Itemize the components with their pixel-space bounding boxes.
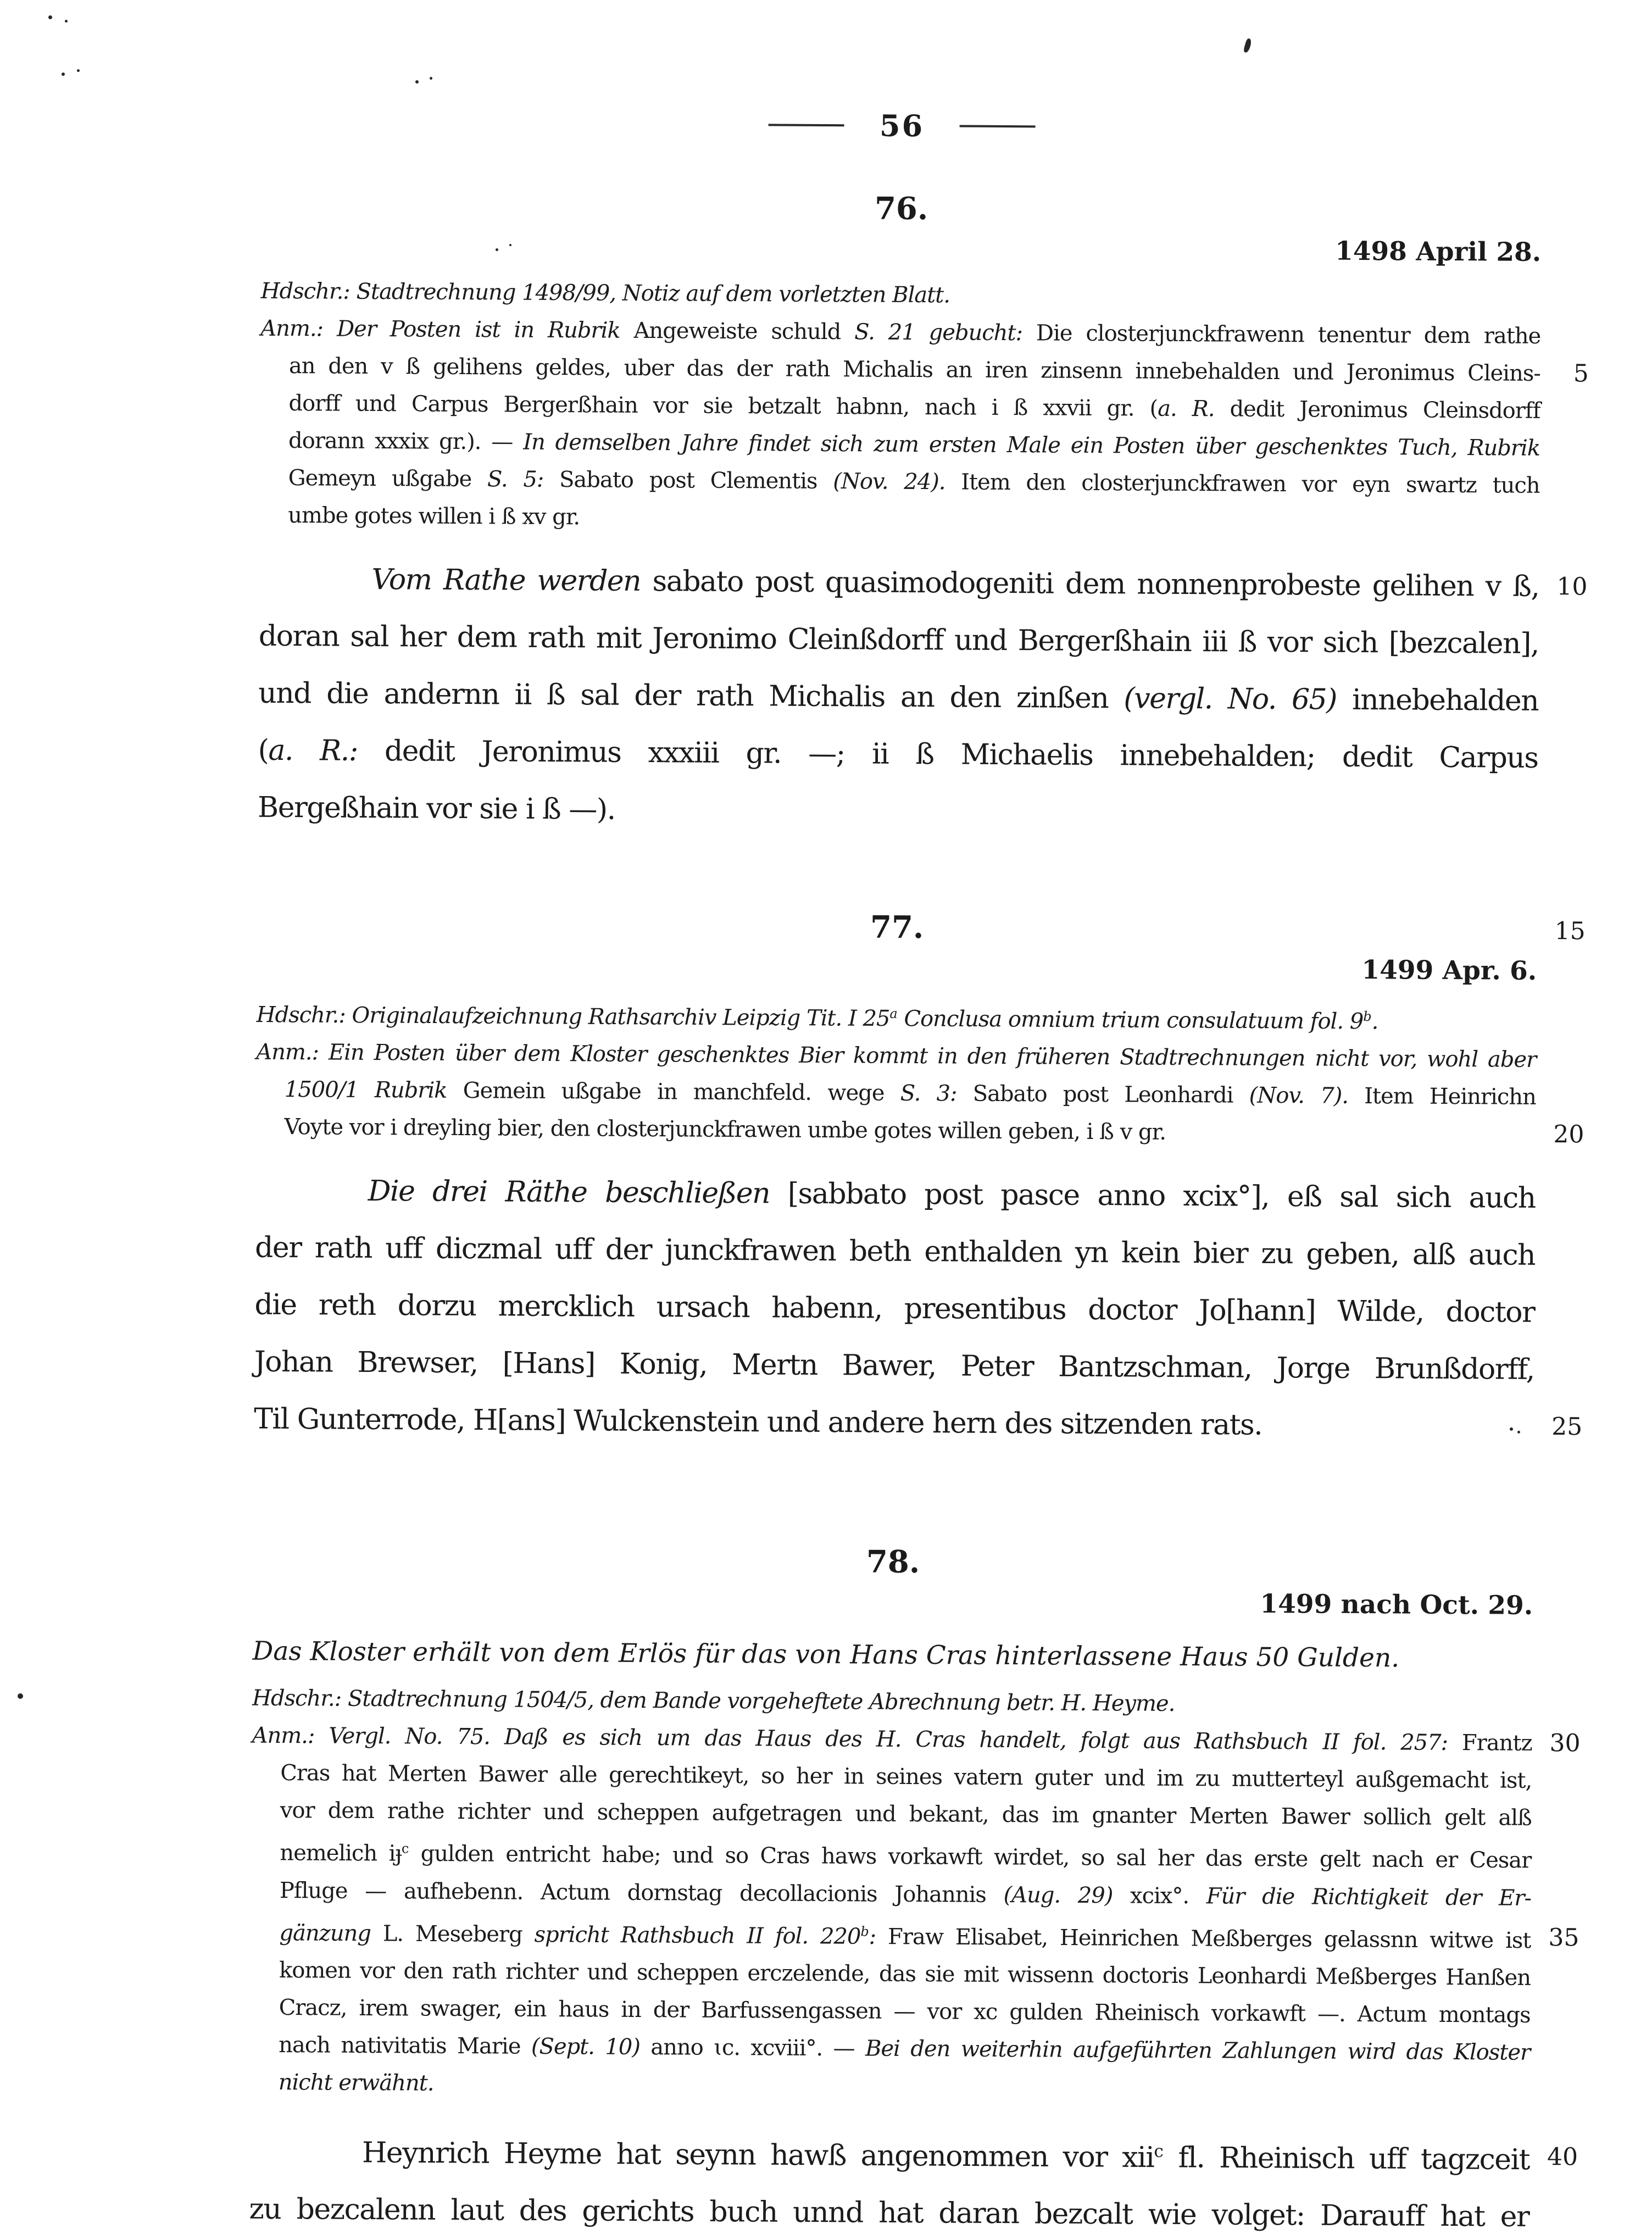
text-segment: gulden entricht habe; und so Cras haws vorkawft wirdet, so sal her das erste gelt nach er Cesar — [409, 1841, 1532, 1874]
text-segment: der rath uff diczmal uff der junckfrawen beth enthalden yn kein bier zu geben, alß auch — [254, 1231, 1536, 1272]
text-segment: b — [860, 1924, 869, 1940]
margin-line-number: 30 — [1549, 1729, 1581, 1758]
text-segment: Hdschr.: Stadtrechnung 1498/99, Notiz auf dem vorletzten Blatt. — [260, 278, 950, 308]
text-segment: . — [1371, 1009, 1378, 1035]
text-segment: ( — [258, 733, 269, 767]
text-segment: Cracz, irem swager, ein haus in der Barfussengassen — vor xc gulden Rheinisch vorkawft —. Actum montags — [279, 1994, 1531, 2028]
entry-number: 77. — [870, 909, 924, 946]
header-rule-right — [959, 125, 1035, 127]
scan-speck — [496, 248, 498, 251]
text-segment: spricht Rathsbuch II fol. 220 — [534, 1921, 861, 1949]
text-segment: umbe gotes willen i ß xv gr. — [288, 503, 580, 530]
text-segment: Conclusa omnium trium consulatuum fol. 9 — [897, 1006, 1364, 1035]
entry-78 — [249, 1540, 1581, 2234]
text-line — [249, 2118, 1578, 2189]
text-segment: (Nov. 7). — [1249, 1083, 1349, 1109]
text-line — [254, 1391, 1583, 1455]
entry-number: 78. — [866, 1543, 920, 1581]
text-segment: Pfluge — aufhebenn. Actum dornstag decollacionis Johannis — [279, 1877, 1004, 1908]
text-segment: sabato post quasimodogeniti dem nonnenprobeste gelihen v ß, — [652, 565, 1539, 603]
text-segment: vor dem rathe richter und scheppen aufgetragen und bekant, das im gnanter Merten Bawer sollich gelt alß — [280, 1798, 1532, 1831]
text-segment: Item Heinrichn — [1348, 1083, 1536, 1110]
text-segment: S. 21 gebucht: — [854, 319, 1037, 346]
entry-text-block — [254, 1162, 1583, 1455]
text-line — [252, 1636, 1532, 1675]
text-line — [254, 1333, 1535, 1398]
text-segment: Gemeyn ußgabe — [288, 465, 488, 492]
text-segment: Bei den weiterhin aufgeführten Zahlungen wird das Kloster — [865, 2036, 1531, 2065]
entry-heading — [253, 1540, 1533, 1584]
text-line — [255, 1108, 1584, 1153]
text-segment: Das Kloster erhält von dem Erlös für das von Hans Cras hinterlassene Haus 50 Gulden. — [252, 1636, 1400, 1674]
entry-heading — [262, 187, 1542, 231]
entry-76 — [257, 187, 1589, 844]
text-segment: (vergl. No. 65) — [1123, 682, 1337, 716]
entry-date: 1499 Apr. 6. — [1361, 954, 1537, 986]
text-line — [256, 991, 1536, 1042]
entry-date: 1498 April 28. — [1334, 236, 1542, 268]
text-segment: dedit Jeronimus xxxiii gr. —; ii ß Michaelis innebehalden; dedit Carpus — [357, 734, 1538, 775]
entry-heading — [257, 905, 1586, 949]
text-segment: a. R.: — [268, 733, 358, 768]
entry-date-line — [257, 948, 1537, 987]
text-segment: gänzung — [279, 1920, 383, 1947]
text-segment: c — [1154, 2141, 1164, 2161]
text-line — [250, 2064, 1530, 2109]
entry-date: 1499 nach Oct. 29. — [1260, 1589, 1533, 1621]
entry-number: 76. — [874, 190, 928, 227]
text-segment: die reth dorzu mercklich ursach habenn, presentibus doctor Jo[hann] Wilde, doctor — [254, 1288, 1535, 1330]
text-segment: b — [1363, 1009, 1372, 1025]
page-header — [262, 105, 1542, 146]
text-segment: nach nativitatis Marie — [279, 2032, 532, 2059]
text-line — [259, 497, 1539, 542]
text-segment: nicht erwähnt. — [278, 2069, 434, 2096]
text-segment: Gemein ußgabe in manchfeld. wege — [463, 1078, 900, 1107]
text-segment: a. R. — [1158, 396, 1215, 422]
entry-date-line — [253, 1583, 1533, 1621]
scan-speck — [430, 77, 432, 80]
text-segment: Cras hat Merten Bawer alle gerechtikeyt, so her in seines vatern guter und im zu mutterteyl außgemacht ist, — [280, 1760, 1532, 1794]
text-segment: In demselben Jahre findet sich zum ersten Male ein Posten über geschenktes Tuch, Rubrik — [523, 429, 1540, 461]
scan-speck — [65, 20, 68, 23]
text-segment: : — [869, 1924, 888, 1949]
text-segment: dorann xxxix gr.). — — [288, 428, 524, 455]
text-segment: Anm.: Vergl. No. 75. Daß es sich um das Haus des H. Cras handelt, folgt aus Rathsbuch II fol. 257: — [252, 1723, 1462, 1756]
text-segment: an den v ß gelihens geldes, uber das der rath Michalis an iren zinsenn innebehalden und Jeronimus Cleins- — [288, 353, 1541, 386]
text-segment: [sabbato post pasce anno xcix°], eß sal sich auch — [787, 1177, 1536, 1215]
text-segment: anno ɩc. xcviii°. — — [639, 2034, 866, 2061]
text-segment: Die drei Räthe beschließen — [368, 1175, 788, 1210]
text-segment: 1500/1 Rubrik — [284, 1077, 463, 1104]
text-segment: Die closterjunckfrawenn tenentur dem rathe — [1036, 320, 1541, 349]
margin-line-number: 20 — [1553, 1120, 1584, 1149]
margin-line-number: 5 — [1573, 359, 1589, 388]
text-segment: Anm.: Ein Posten über dem Kloster geschenktes Bier kommt in den früheren Stadtrechnungen nicht vor, wohl aber — [256, 1040, 1537, 1073]
text-segment: Fraw Elisabet, Heinrichen Meßberges gelassnn witwe ist — [887, 1924, 1531, 1953]
entry-regest — [252, 1636, 1532, 1675]
text-segment: zu bezcalenn laut des gerichts buch unnd hat daran bezcalt wie volget: Darauff hat er — [249, 2192, 1529, 2234]
entry-text-block — [249, 2118, 1578, 2234]
text-line — [251, 1829, 1531, 1880]
source-note-block — [250, 1680, 1581, 2109]
header-rule-left — [769, 124, 844, 126]
entry-77 — [254, 905, 1586, 1456]
text-segment: Hdschr.: Originalaufzeichnung Rathsarchiv Leipzig Tit. I 25 — [256, 1002, 890, 1032]
text-segment: Hdschr.: Stadtrechnung 1504/5, dem Bande vorgeheftete Abrechnung betr. H. Heyme. — [252, 1686, 1175, 1717]
margin-line-number: 40 — [1547, 2142, 1578, 2171]
text-segment: komen vor den rath richter und scheppen erczelende, das sie mit wissenn doctoris Leonhardi Meßberges Hanßen — [279, 1957, 1531, 1991]
text-segment: c — [401, 1841, 409, 1857]
text-segment: Angeweiste schuld — [633, 318, 855, 345]
scan-speck — [1517, 1431, 1520, 1433]
entry-text-block — [257, 551, 1588, 844]
text-segment: Anm.: Der Posten ist in Rubrik — [260, 315, 634, 343]
text-segment: Bergeßhain vor sie i ß —). — [257, 791, 615, 826]
text-segment: Für die Richtigkeit der Er- — [1206, 1883, 1532, 1911]
text-segment: (Sept. 10) — [531, 2033, 641, 2060]
scan-speck — [509, 244, 511, 246]
page-number: 56 — [879, 108, 925, 144]
text-segment: Johan Brewser, [Hans] Konig, Mertn Bawer, Peter Bantzschman, Jorge Brunßdorff, — [254, 1346, 1534, 1387]
margin-line-number: 10 — [1556, 573, 1588, 601]
text-segment: innebehalden — [1336, 683, 1539, 718]
text-segment: S. 3: — [900, 1081, 973, 1107]
text-line — [255, 1162, 1536, 1227]
text-segment: Frantz — [1461, 1730, 1532, 1757]
scan-speck — [62, 73, 65, 76]
text-segment: nemelich iɟ — [280, 1840, 402, 1866]
text-segment: Sabato post Leonhardi — [972, 1081, 1249, 1109]
scan-speck — [77, 69, 80, 72]
margin-line-number: 35 — [1548, 1924, 1579, 1952]
text-segment: (Nov. 24). — [833, 469, 945, 495]
text-segment: und die andernn ii ß sal der rath Michalis an den zinßen — [258, 676, 1124, 715]
entries-column — [249, 162, 1589, 2234]
scan-speck — [415, 80, 419, 84]
text-segment: Til Gunterrode, H[ans] Wulckenstein und andere hern des sitzenden rats. — [254, 1403, 1262, 1442]
text-segment: doran sal her dem rath mit Jeronimo Cleinßdorff und Bergerßhain iii ß vor sich [bezcalen], — [258, 619, 1539, 660]
text-segment: S. 5: — [487, 466, 560, 493]
text-line — [258, 665, 1539, 730]
margin-line-number: 25 — [1551, 1413, 1583, 1441]
text-segment: dedit Jeronimus Cleinsdorff — [1214, 396, 1540, 424]
text-segment: Sabato post Clementis — [559, 467, 833, 494]
text-line — [249, 2181, 1529, 2234]
margin-line-number: 15 — [1554, 917, 1586, 946]
scan-speck — [48, 15, 52, 19]
source-note-block — [255, 991, 1584, 1154]
text-segment: Voyte vor i dreyling bier, den closterjunckfrawen umbe gotes willen geben, i ß v gr. — [284, 1114, 1166, 1146]
text-segment: dorff und Carpus Bergerßhain vor sie betzalt habnn, nach i ß xxvii gr. ( — [288, 391, 1158, 421]
source-note-block — [259, 273, 1589, 542]
text-segment: L. Meseberg — [382, 1921, 535, 1947]
text-line — [258, 722, 1538, 787]
text-segment: a — [889, 1005, 898, 1021]
text-segment: Heynrich Heyme hat seynn hawß angenommen vor xii — [361, 2136, 1154, 2175]
text-line — [259, 551, 1588, 615]
text-segment: Vom Rathe werden — [371, 563, 653, 598]
text-segment: (Aug. 29) — [1003, 1882, 1113, 1908]
text-line — [255, 1219, 1536, 1284]
text-line — [259, 608, 1539, 673]
entry-date-line — [261, 230, 1541, 268]
text-line — [251, 1909, 1579, 1959]
scan-speck — [18, 1693, 23, 1699]
text-line — [258, 779, 1538, 844]
text-segment: xcix°. — [1113, 1882, 1206, 1909]
scan-speck — [1510, 1427, 1513, 1431]
text-segment: Item den closterjunckfrawen vor eyn swartz tuch — [945, 469, 1540, 498]
text-segment: fl. Rheinisch uff tagzceit — [1163, 2141, 1530, 2177]
text-line — [254, 1276, 1535, 1341]
